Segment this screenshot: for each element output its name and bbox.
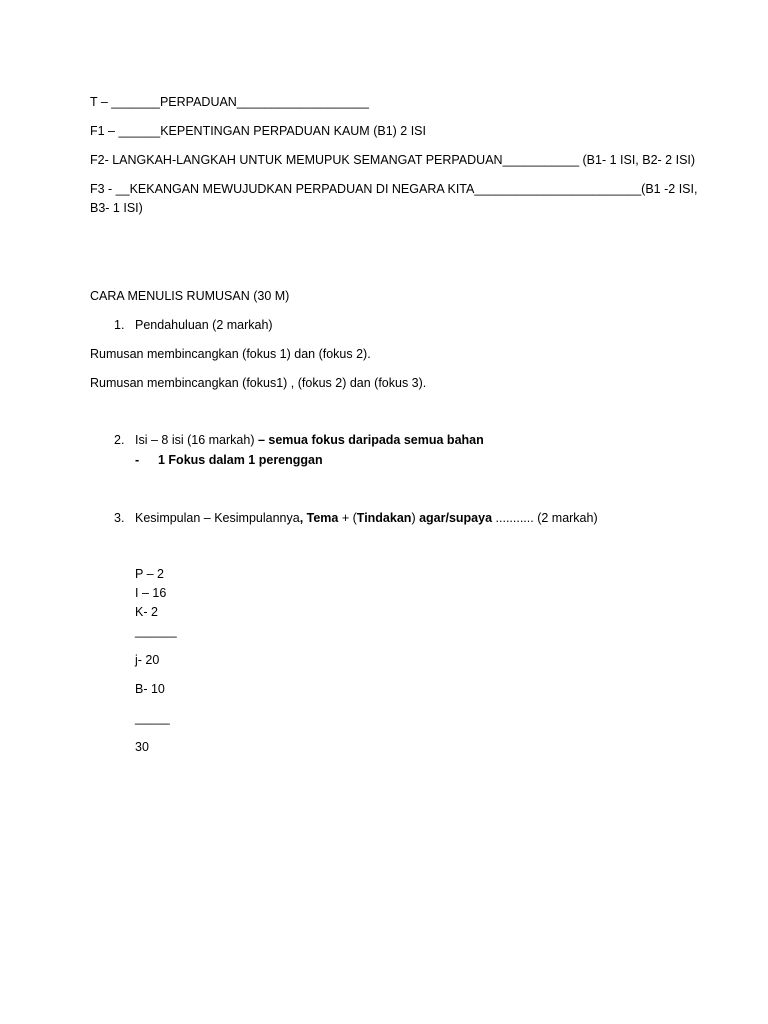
focus-2-line: F2- LANGKAH-LANGKAH UNTUK MEMUPUK SEMANGAT PERPADUAN___________ (B1- 1 ISI, B2- 2 ISI): [90, 153, 696, 167]
focus-3-line-2: B3- 1 ISI): [90, 201, 143, 215]
item-3-part-c: ): [411, 511, 420, 525]
marks-b: B- 10: [135, 682, 165, 696]
item-2-subpoint: 1 Fokus dalam 1 perenggan: [158, 453, 323, 467]
focus-3-line-1: F3 - __KEKANGAN MEWUJUDKAN PERPADUAN DI NEGARA KITA________________________(B1 -2 ISI,: [90, 182, 698, 196]
marks-rule-2: _____: [135, 711, 170, 725]
marks-j: j- 20: [135, 653, 160, 667]
item-1-number: 1.: [114, 318, 125, 332]
item-2-bold: – semua fokus daripada semua bahan: [257, 433, 484, 447]
item-3-text: [135, 509, 598, 527]
item-3-bold-agar: agar/supaya: [419, 511, 493, 525]
item-3-bold-tema: , Tema: [299, 511, 339, 525]
marks-p: P – 2: [135, 567, 164, 581]
marks-k: K- 2: [135, 605, 158, 619]
item-3-bold-tindakan: Tindakan: [356, 511, 412, 525]
item-2-dash: -: [135, 453, 140, 467]
item-1-text: Pendahuluan (2 markah): [135, 318, 273, 332]
item-2-text: [135, 431, 484, 449]
item-1-example-2: Rumusan membincangkan (fokus1) , (fokus 2) dan (fokus 3).: [90, 376, 427, 390]
item-3-part-a: Kesimpulan – Kesimpulannya: [135, 511, 300, 525]
focus-1-line: F1 – ______KEPENTINGAN PERPADUAN KAUM (B1) 2 ISI: [90, 124, 426, 138]
marks-total: 30: [135, 740, 149, 754]
item-2-plain: Isi – 8 isi (16 markah): [135, 433, 258, 447]
item-3-number: 3.: [114, 511, 125, 525]
section-title: CARA MENULIS RUMUSAN (30 M): [90, 289, 290, 303]
marks-rule-1: ______: [135, 624, 177, 638]
item-1-example-1: Rumusan membincangkan (fokus 1) dan (fokus 2).: [90, 347, 371, 361]
item-3-part-d: ........... (2 markah): [492, 511, 598, 525]
item-3-part-b: + (: [338, 511, 357, 525]
topic-line: T – _______PERPADUAN___________________: [90, 95, 369, 109]
marks-i: I – 16: [135, 586, 167, 600]
item-2-number: 2.: [114, 433, 125, 447]
